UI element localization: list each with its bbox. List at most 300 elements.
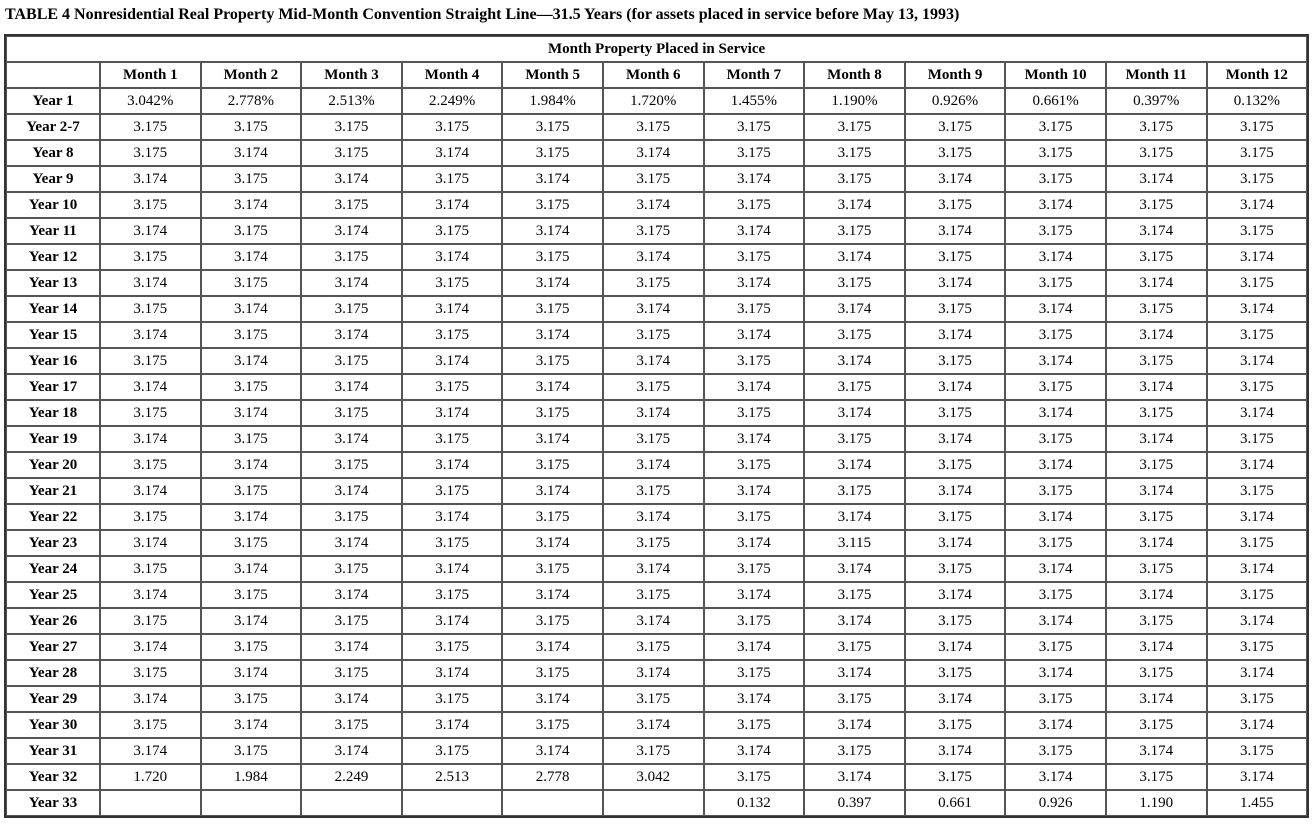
- table-cell: 3.175: [1005, 738, 1106, 764]
- table-row: [6, 634, 1307, 660]
- table-cell: 3.174: [100, 582, 201, 608]
- row-label: Year 29: [6, 686, 100, 712]
- table-cell: 3.174: [704, 582, 805, 608]
- table-cell: 3.175: [1005, 114, 1106, 140]
- table-row: [6, 218, 1307, 244]
- table-cell: 3.175: [301, 140, 402, 166]
- table-cell: 3.174: [1005, 608, 1106, 634]
- table-cell: 3.174: [704, 270, 805, 296]
- table-row: [6, 270, 1307, 296]
- table-cell: 3.175: [100, 140, 201, 166]
- table-cell: 3.174: [502, 322, 603, 348]
- row-label: Year 24: [6, 556, 100, 582]
- table-cell: 3.175: [603, 478, 704, 504]
- table-cell: 3.175: [1106, 764, 1207, 790]
- table-cell: 3.175: [804, 114, 905, 140]
- table-cell: 3.174: [1106, 738, 1207, 764]
- table-cell: 3.174: [603, 192, 704, 218]
- table-cell: 3.174: [201, 556, 302, 582]
- table-cell: 3.174: [201, 192, 302, 218]
- table-cell: 3.174: [1005, 504, 1106, 530]
- table-cell: 3.175: [704, 712, 805, 738]
- column-header: Month 3: [301, 62, 402, 88]
- column-header: Month 1: [100, 62, 201, 88]
- table-cell: 3.174: [301, 374, 402, 400]
- group-header: Month Property Placed in Service: [6, 36, 1307, 62]
- table-caption: TABLE 4 Nonresidential Real Property Mid-Month Convention Straight Line—31.5 Years (for assets placed in service before May 13, 1993): [5, 6, 960, 23]
- table-row: [6, 660, 1307, 686]
- table-cell: [100, 790, 201, 816]
- table-cell: 3.174: [1207, 452, 1308, 478]
- row-label: Year 25: [6, 582, 100, 608]
- table-cell: 3.174: [704, 426, 805, 452]
- table-cell: 3.174: [1106, 166, 1207, 192]
- table-cell: 3.175: [603, 582, 704, 608]
- row-label: Year 8: [6, 140, 100, 166]
- table-cell: 3.042%: [100, 88, 201, 114]
- table-cell: 3.174: [301, 530, 402, 556]
- table-cell: 3.175: [905, 140, 1006, 166]
- table-cell: 3.174: [1106, 218, 1207, 244]
- table-cell: 3.174: [402, 192, 503, 218]
- table-cell: 3.175: [1207, 140, 1308, 166]
- table-cell: 3.174: [704, 634, 805, 660]
- table-cell: 3.175: [603, 114, 704, 140]
- table-cell: 0.661: [905, 790, 1006, 816]
- table-cell: 3.174: [905, 270, 1006, 296]
- table-cell: 3.175: [402, 478, 503, 504]
- table-row: [6, 738, 1307, 764]
- table-cell: 1.455: [1207, 790, 1308, 816]
- row-label: Year 19: [6, 426, 100, 452]
- table-cell: 3.174: [201, 452, 302, 478]
- table-cell: 3.175: [1106, 504, 1207, 530]
- table-cell: 3.174: [201, 712, 302, 738]
- table-cell: 0.661%: [1005, 88, 1106, 114]
- table-cell: 3.175: [905, 400, 1006, 426]
- table-cell: 3.174: [1207, 400, 1308, 426]
- row-label: Year 23: [6, 530, 100, 556]
- row-label: Year 10: [6, 192, 100, 218]
- table-cell: 3.175: [402, 322, 503, 348]
- row-label: Year 30: [6, 712, 100, 738]
- column-header: Month 11: [1106, 62, 1207, 88]
- table-cell: 3.175: [301, 660, 402, 686]
- table-cell: 3.174: [402, 244, 503, 270]
- table-cell: 3.174: [502, 374, 603, 400]
- table-cell: 3.175: [502, 348, 603, 374]
- table-cell: 3.175: [1207, 426, 1308, 452]
- table-cell: 3.175: [1106, 192, 1207, 218]
- table-cell: 3.174: [402, 296, 503, 322]
- table-cell: 3.174: [1106, 582, 1207, 608]
- table-cell: 3.175: [502, 660, 603, 686]
- table-cell: 3.174: [301, 322, 402, 348]
- table-cell: 3.174: [804, 764, 905, 790]
- table-cell: 3.174: [804, 452, 905, 478]
- row-label: Year 14: [6, 296, 100, 322]
- table-cell: 3.175: [201, 322, 302, 348]
- table-cell: 3.175: [502, 712, 603, 738]
- table-row: [6, 296, 1307, 322]
- table-cell: 3.174: [1106, 374, 1207, 400]
- table-cell: 3.175: [201, 530, 302, 556]
- table-cell: 3.174: [502, 582, 603, 608]
- table-cell: 3.175: [1207, 166, 1308, 192]
- table-cell: 3.175: [201, 582, 302, 608]
- table-cell: 3.174: [201, 660, 302, 686]
- table-row: [6, 322, 1307, 348]
- table-cell: 3.175: [201, 426, 302, 452]
- table-cell: 3.175: [804, 478, 905, 504]
- table-cell: 3.175: [804, 322, 905, 348]
- column-header: Month 6: [603, 62, 704, 88]
- table-cell: 3.175: [905, 556, 1006, 582]
- table-cell: 3.175: [704, 140, 805, 166]
- table-cell: 3.175: [100, 400, 201, 426]
- table-cell: 3.175: [301, 296, 402, 322]
- table-cell: 3.174: [502, 218, 603, 244]
- table-cell: 3.174: [804, 556, 905, 582]
- table-cell: 3.175: [1207, 686, 1308, 712]
- table-cell: 3.174: [704, 166, 805, 192]
- corner-cell: [6, 62, 100, 88]
- table-row: [6, 244, 1307, 270]
- table-cell: 3.175: [402, 270, 503, 296]
- table-row: [6, 504, 1307, 530]
- table-cell: 3.175: [100, 296, 201, 322]
- table-cell: 3.175: [704, 556, 805, 582]
- table-cell: 3.174: [100, 738, 201, 764]
- table-cell: 3.174: [502, 686, 603, 712]
- table-cell: 3.175: [1005, 218, 1106, 244]
- table-cell: 3.175: [804, 218, 905, 244]
- table-cell: 3.174: [1106, 270, 1207, 296]
- table-cell: 3.174: [301, 738, 402, 764]
- table-cell: 3.175: [402, 218, 503, 244]
- table-cell: 3.175: [201, 166, 302, 192]
- table-cell: 3.174: [201, 608, 302, 634]
- table-row: [6, 686, 1307, 712]
- table-cell: 3.175: [502, 140, 603, 166]
- table-cell: 3.174: [1005, 192, 1106, 218]
- table-cell: 1.984%: [502, 88, 603, 114]
- table-cell: 3.175: [804, 166, 905, 192]
- table-cell: 3.175: [402, 738, 503, 764]
- table-cell: 3.175: [704, 296, 805, 322]
- table-row: [6, 790, 1307, 816]
- table-cell: 3.174: [1207, 712, 1308, 738]
- table-cell: 3.175: [301, 192, 402, 218]
- table-cell: 3.175: [301, 712, 402, 738]
- table-cell: 3.175: [603, 738, 704, 764]
- table-row: [6, 88, 1307, 114]
- table-cell: 3.174: [1207, 192, 1308, 218]
- column-header: Month 8: [804, 62, 905, 88]
- table-cell: 3.175: [1207, 374, 1308, 400]
- table-cell: 3.175: [201, 374, 302, 400]
- table-cell: 3.175: [1005, 582, 1106, 608]
- table-cell: 3.174: [603, 660, 704, 686]
- table-cell: 3.175: [804, 270, 905, 296]
- table-cell: 3.174: [905, 218, 1006, 244]
- table-cell: 3.174: [905, 426, 1006, 452]
- table-cell: 3.175: [905, 296, 1006, 322]
- table-cell: 3.174: [1106, 530, 1207, 556]
- table-cell: 3.174: [301, 426, 402, 452]
- table-cell: 3.174: [402, 712, 503, 738]
- table-cell: 3.175: [402, 582, 503, 608]
- row-label: Year 33: [6, 790, 100, 816]
- table-row: [6, 426, 1307, 452]
- row-label: Year 18: [6, 400, 100, 426]
- table-cell: 0.926: [1005, 790, 1106, 816]
- table-cell: 0.926%: [905, 88, 1006, 114]
- table-cell: 3.174: [402, 504, 503, 530]
- row-label: Year 22: [6, 504, 100, 530]
- table-cell: 3.175: [402, 686, 503, 712]
- table-cell: 3.175: [301, 114, 402, 140]
- table-cell: 3.175: [704, 764, 805, 790]
- table-cell: 3.174: [402, 452, 503, 478]
- table-cell: 3.174: [502, 166, 603, 192]
- table-cell: 3.174: [905, 322, 1006, 348]
- group-header-row: [6, 36, 1307, 62]
- table-cell: 3.174: [1106, 634, 1207, 660]
- table-cell: 3.175: [1106, 660, 1207, 686]
- table-cell: 3.174: [100, 426, 201, 452]
- table-cell: 3.175: [704, 452, 805, 478]
- table-cell: 3.174: [402, 400, 503, 426]
- table-cell: 3.174: [804, 192, 905, 218]
- table-cell: 3.175: [704, 608, 805, 634]
- table-cell: 3.175: [1207, 738, 1308, 764]
- table-cell: 3.175: [1005, 686, 1106, 712]
- table-cell: 3.174: [502, 738, 603, 764]
- table-cell: 3.175: [1106, 452, 1207, 478]
- table-cell: 3.174: [1005, 348, 1106, 374]
- table-cell: 3.175: [502, 192, 603, 218]
- table-cell: 3.175: [402, 530, 503, 556]
- table-cell: 3.174: [1207, 244, 1308, 270]
- row-label: Year 16: [6, 348, 100, 374]
- table-cell: 3.174: [603, 504, 704, 530]
- table-cell: 0.397%: [1106, 88, 1207, 114]
- table-cell: 3.174: [804, 608, 905, 634]
- table-cell: 3.175: [1106, 244, 1207, 270]
- table-cell: 3.175: [603, 270, 704, 296]
- table-cell: 3.174: [1005, 400, 1106, 426]
- table-cell: 3.175: [402, 634, 503, 660]
- table-cell: 3.174: [603, 140, 704, 166]
- table-cell: 3.175: [201, 218, 302, 244]
- table-cell: 1.984: [201, 764, 302, 790]
- table-cell: 3.175: [905, 244, 1006, 270]
- table-cell: 3.175: [1005, 530, 1106, 556]
- table-cell: 3.175: [704, 348, 805, 374]
- table-cell: 3.174: [502, 426, 603, 452]
- table-cell: 3.174: [704, 218, 805, 244]
- table-cell: 3.174: [1207, 660, 1308, 686]
- table-cell: 3.174: [201, 504, 302, 530]
- table-cell: 3.175: [100, 244, 201, 270]
- table-cell: 3.174: [1106, 322, 1207, 348]
- table-cell: 3.174: [100, 374, 201, 400]
- table-cell: 3.175: [502, 114, 603, 140]
- table-cell: 3.174: [804, 400, 905, 426]
- table-cell: 3.175: [201, 270, 302, 296]
- table-cell: 3.174: [1005, 296, 1106, 322]
- table-cell: 3.175: [1207, 270, 1308, 296]
- table-cell: 3.175: [100, 114, 201, 140]
- table-cell: 3.175: [201, 634, 302, 660]
- table-cell: 3.174: [100, 634, 201, 660]
- table-cell: 3.174: [704, 374, 805, 400]
- table-cell: 3.174: [100, 218, 201, 244]
- table-row: [6, 374, 1307, 400]
- table-cell: 3.174: [201, 296, 302, 322]
- table-cell: 3.175: [1005, 426, 1106, 452]
- table-cell: 3.174: [804, 244, 905, 270]
- table-cell: 3.175: [301, 452, 402, 478]
- table-cell: 2.249%: [402, 88, 503, 114]
- table-cell: 3.174: [1005, 712, 1106, 738]
- row-label: Year 9: [6, 166, 100, 192]
- table-cell: 3.175: [1005, 166, 1106, 192]
- table-cell: 3.174: [905, 582, 1006, 608]
- table-cell: 3.175: [1106, 556, 1207, 582]
- table-cell: 2.513%: [301, 88, 402, 114]
- table-cell: [603, 790, 704, 816]
- table-cell: 3.175: [1005, 374, 1106, 400]
- table-cell: 3.175: [1207, 530, 1308, 556]
- table-cell: 3.174: [704, 738, 805, 764]
- table-row: [6, 478, 1307, 504]
- table-cell: 3.175: [905, 192, 1006, 218]
- table-cell: 3.174: [301, 270, 402, 296]
- table-cell: 3.174: [804, 660, 905, 686]
- table-cell: 3.174: [603, 348, 704, 374]
- table-cell: 3.175: [905, 348, 1006, 374]
- table-cell: 3.174: [100, 478, 201, 504]
- table-cell: 3.174: [301, 218, 402, 244]
- table-row: [6, 400, 1307, 426]
- table-cell: 3.174: [502, 478, 603, 504]
- table-cell: 3.175: [603, 686, 704, 712]
- table-body: [6, 88, 1307, 816]
- column-header: Month 4: [402, 62, 503, 88]
- table-cell: 3.174: [402, 348, 503, 374]
- table-cell: 2.249: [301, 764, 402, 790]
- table-cell: 3.174: [502, 270, 603, 296]
- row-label: Year 12: [6, 244, 100, 270]
- table-cell: 3.175: [100, 348, 201, 374]
- table-cell: 3.175: [804, 426, 905, 452]
- table-cell: 3.174: [100, 322, 201, 348]
- table-cell: 3.174: [402, 660, 503, 686]
- table-cell: 1.190%: [804, 88, 905, 114]
- table-cell: 3.175: [704, 114, 805, 140]
- table-cell: 3.174: [1207, 608, 1308, 634]
- table-row: [6, 764, 1307, 790]
- table-cell: 1.720%: [603, 88, 704, 114]
- table-cell: 3.175: [905, 660, 1006, 686]
- table-cell: 1.190: [1106, 790, 1207, 816]
- row-label: Year 28: [6, 660, 100, 686]
- column-header-row: [6, 62, 1307, 88]
- table-cell: 3.174: [603, 244, 704, 270]
- table-cell: 3.175: [502, 452, 603, 478]
- table-cell: 3.174: [301, 686, 402, 712]
- table-cell: 3.174: [704, 686, 805, 712]
- table-cell: 3.175: [402, 166, 503, 192]
- table-cell: 3.175: [804, 140, 905, 166]
- table-cell: 3.115: [804, 530, 905, 556]
- table-row: [6, 114, 1307, 140]
- table-cell: 3.175: [1106, 712, 1207, 738]
- table-cell: 3.174: [100, 166, 201, 192]
- table-cell: 3.175: [1005, 322, 1106, 348]
- table-cell: 3.174: [301, 478, 402, 504]
- table-cell: 3.175: [1106, 608, 1207, 634]
- table-cell: 3.175: [905, 452, 1006, 478]
- table-cell: 3.174: [1005, 764, 1106, 790]
- table-row: [6, 582, 1307, 608]
- table-cell: 3.175: [603, 322, 704, 348]
- table-cell: 3.175: [100, 556, 201, 582]
- row-label: Year 15: [6, 322, 100, 348]
- table-cell: 3.174: [603, 556, 704, 582]
- table-cell: 0.397: [804, 790, 905, 816]
- table-cell: 3.174: [704, 530, 805, 556]
- table-row: [6, 530, 1307, 556]
- table-cell: [201, 790, 302, 816]
- table-cell: 3.175: [301, 608, 402, 634]
- table-cell: 3.174: [1005, 660, 1106, 686]
- table-cell: 3.174: [402, 608, 503, 634]
- column-header: Month 5: [502, 62, 603, 88]
- table-row: [6, 192, 1307, 218]
- table-cell: 3.175: [603, 530, 704, 556]
- table-cell: 3.175: [1207, 582, 1308, 608]
- table-cell: 3.175: [905, 114, 1006, 140]
- table-cell: 3.175: [1005, 634, 1106, 660]
- row-label: Year 32: [6, 764, 100, 790]
- row-label: Year 27: [6, 634, 100, 660]
- table-cell: 3.175: [1207, 218, 1308, 244]
- table-cell: 3.175: [402, 426, 503, 452]
- table-cell: 3.174: [201, 140, 302, 166]
- table-cell: 3.175: [201, 478, 302, 504]
- table-cell: 0.132: [704, 790, 805, 816]
- table-cell: 3.175: [1005, 270, 1106, 296]
- table-cell: 3.175: [1106, 114, 1207, 140]
- table-cell: 3.174: [1106, 686, 1207, 712]
- row-label: Year 17: [6, 374, 100, 400]
- table-cell: 3.175: [1106, 140, 1207, 166]
- table-cell: 3.174: [301, 166, 402, 192]
- row-label: Year 2-7: [6, 114, 100, 140]
- table-cell: 3.174: [1207, 556, 1308, 582]
- table-cell: 3.174: [905, 738, 1006, 764]
- table-cell: 3.175: [201, 114, 302, 140]
- row-label: Year 21: [6, 478, 100, 504]
- table-row: [6, 712, 1307, 738]
- column-header: Month 2: [201, 62, 302, 88]
- table-cell: 3.174: [905, 374, 1006, 400]
- table-cell: 3.175: [502, 556, 603, 582]
- table-cell: 3.174: [905, 530, 1006, 556]
